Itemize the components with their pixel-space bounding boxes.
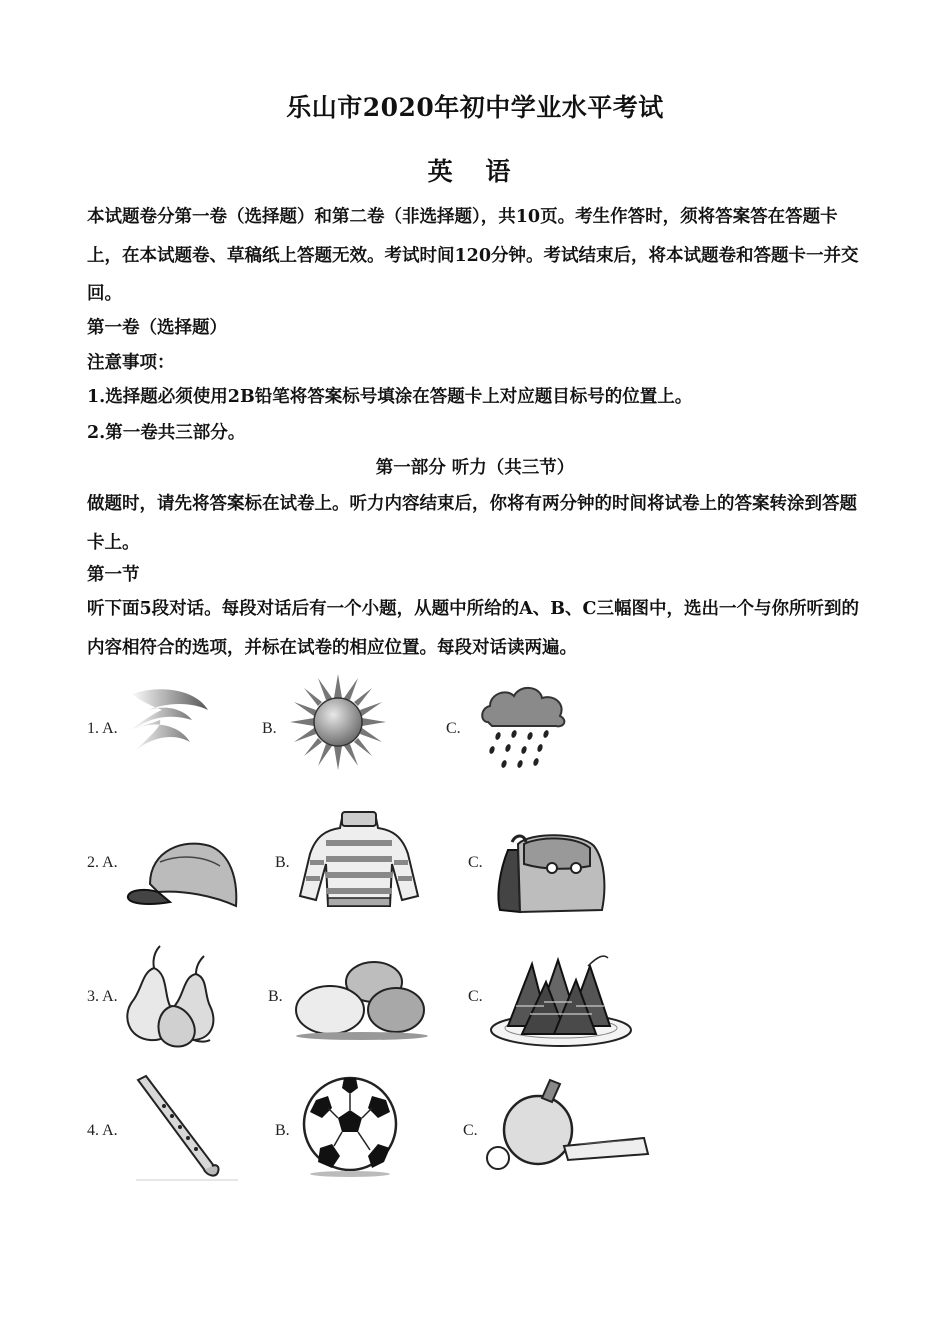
q1-option-b-label: B. <box>262 720 277 737</box>
notice-heading: 注意事项： <box>87 353 175 373</box>
sweater-icon <box>298 810 420 912</box>
q4-option-a-label: 4. A. <box>87 1122 118 1139</box>
volume-one-heading: 第一卷（选择题） <box>87 318 227 338</box>
soccer-ball-icon <box>300 1074 400 1178</box>
rain-cloud-icon <box>478 680 570 772</box>
notice-item-2: 2.第一卷共三部分。 <box>87 423 246 443</box>
notice-item-1: 1.选择题必须使用2B铅笔将答案标号填涂在答题卡上对应题目标号的位置上。 <box>87 387 693 407</box>
q2-option-c-label: C. <box>468 854 483 871</box>
flute-icon <box>128 1072 244 1182</box>
sun-icon <box>288 672 388 772</box>
q3-option-a-label: 3. A. <box>87 988 118 1005</box>
q3-option-b-label: B. <box>268 988 283 1005</box>
q2-option-a-label: 2. A. <box>87 854 118 871</box>
q4-option-b-label: B. <box>275 1122 290 1139</box>
q3-option-c-label: C. <box>468 988 483 1005</box>
q2-option-b-label: B. <box>275 854 290 871</box>
q4-option-c-label: C. <box>463 1122 478 1139</box>
exam-subject: 英 语 <box>427 157 523 186</box>
wind-icon <box>122 680 212 770</box>
exam-title: 乐山市2020年初中学业水平考试 <box>286 93 664 122</box>
q1-option-c-label: C. <box>446 720 461 737</box>
intro-paragraph: 本试题卷分第一卷（选择题）和第二卷（非选择题），共10页。考生作答时，须将答案答在答题卡上，在本试题卷、草稿纸上答题无效。考试时间120分钟。考试结束后，将本试题卷和答题卡一并交回。 <box>87 207 859 304</box>
schoolbag-icon <box>490 830 608 914</box>
q1-option-a-label: 1. A. <box>87 720 118 737</box>
section-one-instructions: 听下面5段对话。每段对话后有一个小题，从题中所给的A、B、C三幅图中，选出一个与你所听到的内容相符合的选项，并标在试卷的相应位置。每段对话读两遍。 <box>87 599 859 658</box>
zongzi-icon <box>488 952 634 1050</box>
ping-pong-paddle-icon <box>484 1078 652 1178</box>
part-one-instructions: 做题时，请先将答案标在试卷上。听力内容结束后，你将有两分钟的时间将试卷上的答案转涂到答题卡上。 <box>87 494 857 553</box>
pears-icon <box>120 944 218 1052</box>
section-one-title: 第一节 <box>87 565 140 585</box>
part-one-heading: 第一部分 听力（共三节） <box>375 458 575 478</box>
cap-icon <box>124 836 240 914</box>
eggs-icon <box>292 958 432 1042</box>
